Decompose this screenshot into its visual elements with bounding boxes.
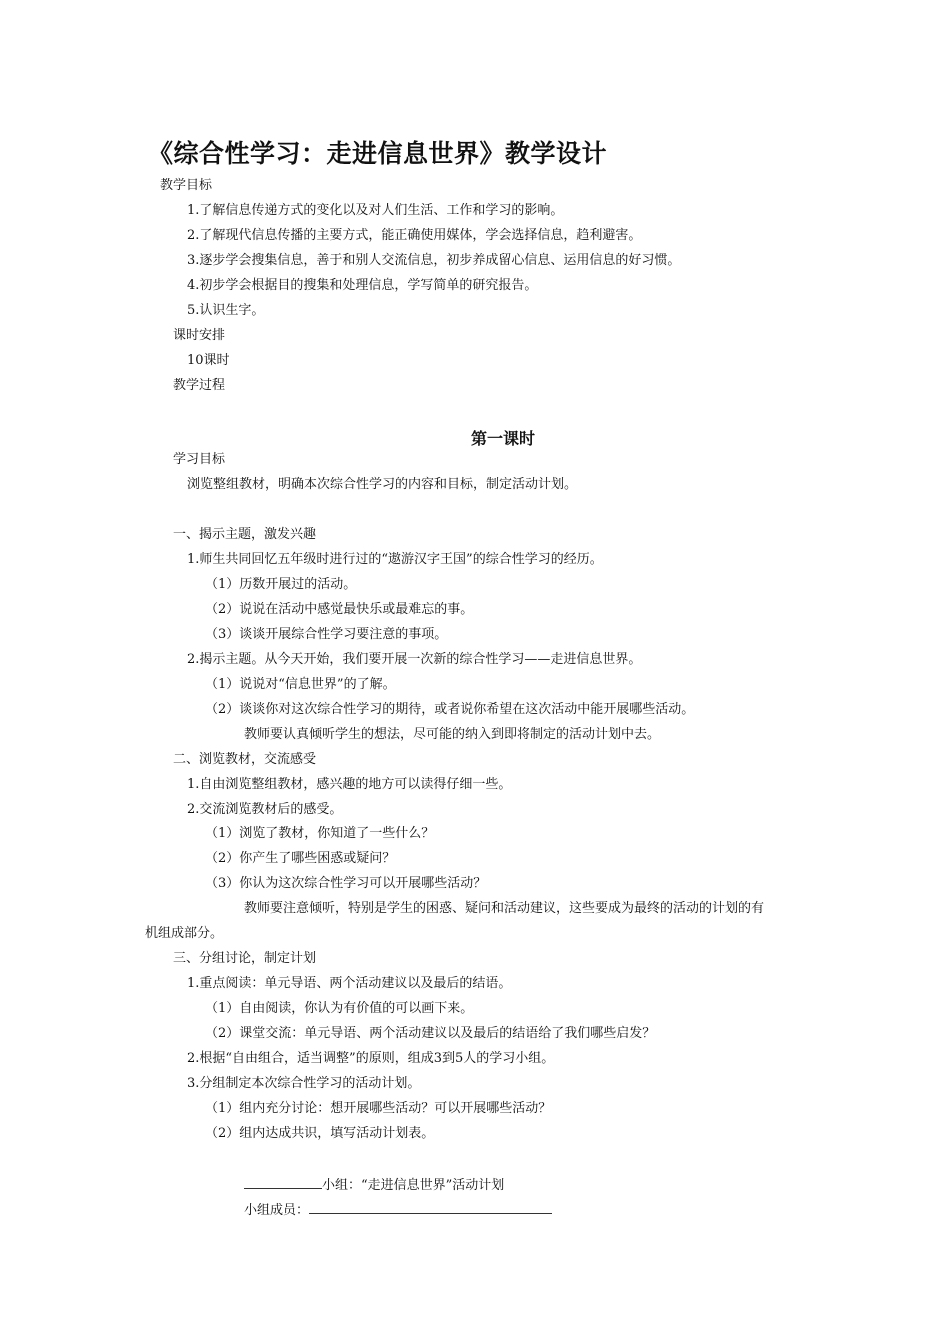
objectives-heading: 教学目标 <box>160 178 213 193</box>
schedule-value: 10课时 <box>187 353 230 368</box>
sub-item: （2）组内达成共识，填写活动计划表。 <box>205 1126 435 1141</box>
sub-item: （2）谈谈你对这次综合性学习的期待，或者说你希望在这次活动中能开展哪些活动。 <box>205 702 695 717</box>
objective-item: 1.了解信息传递方式的变化以及对人们生活、工作和学习的影响。 <box>187 203 564 218</box>
objective-item: 4.初步学会根据目的搜集和处理信息，学写简单的研究报告。 <box>187 278 538 293</box>
teacher-note-continued: 机组成部分。 <box>145 926 224 941</box>
sub-item: （1）组内充分讨论：想开展哪些活动？可以开展哪些活动？ <box>205 1101 552 1116</box>
plan-form-title <box>244 1174 504 1195</box>
objective-item: 5.认识生字。 <box>187 303 265 318</box>
lesson-title: 第一课时 <box>470 429 535 448</box>
list-item: 2.交流浏览教材后的感受。 <box>187 802 343 817</box>
sub-item: （3）谈谈开展综合性学习要注意的事项。 <box>205 627 448 642</box>
section-heading: 三、分组讨论，制定计划 <box>173 951 317 966</box>
list-item: 1.师生共同回忆五年级时进行过的“遨游汉字王国”的综合性学习的经历。 <box>187 552 603 567</box>
schedule-heading: 课时安排 <box>173 328 226 343</box>
sub-item: （1）浏览了教材，你知道了一些什么？ <box>205 826 435 841</box>
sub-item: （2）课堂交流：单元导语、两个活动建议以及最后的结语给了我们哪些启发？ <box>205 1026 656 1041</box>
sub-item: （2）你产生了哪些困惑或疑问？ <box>205 851 396 866</box>
section-heading: 二、浏览教材，交流感受 <box>173 752 317 767</box>
process-heading: 教学过程 <box>173 378 226 393</box>
teacher-note: 教师要注意倾听，特别是学生的困惑、疑问和活动建议，这些要成为最终的活动的计划的有 <box>244 901 765 916</box>
sub-item: （1）历数开展过的活动。 <box>205 577 357 592</box>
group-members-line <box>244 1199 552 1220</box>
learning-goal-heading: 学习目标 <box>173 452 226 467</box>
list-item: 1.重点阅读：单元导语、两个活动建议以及最后的结语。 <box>187 976 512 991</box>
section-heading: 一、揭示主题，激发兴趣 <box>173 527 317 542</box>
teacher-note: 教师要认真倾听学生的想法，尽可能的纳入到即将制定的活动计划中去。 <box>244 727 661 742</box>
group-members-label: 小组成员： <box>244 1203 310 1218</box>
list-item: 2.根据“自由组合，适当调整”的原则，组成3到5人的学习小组。 <box>187 1051 555 1066</box>
learning-goal-text: 浏览整组教材，明确本次综合性学习的内容和目标，制定活动计划。 <box>187 477 578 492</box>
document-title: 《综合性学习：走进信息世界》教学设计 <box>148 139 608 168</box>
list-item: 3.分组制定本次综合性学习的活动计划。 <box>187 1076 421 1091</box>
group-members-blank <box>309 1199 552 1214</box>
objective-item: 3.逐步学会搜集信息，善于和别人交流信息，初步养成留心信息、运用信息的好习惯。 <box>187 253 681 268</box>
sub-item: （1）说说对“信息世界”的了解。 <box>205 677 396 692</box>
list-item: 1.自由浏览整组教材，感兴趣的地方可以读得仔细一些。 <box>187 777 512 792</box>
group-name-blank <box>244 1174 322 1189</box>
sub-item: （1）自由阅读，你认为有价值的可以画下来。 <box>205 1001 474 1016</box>
sub-item: （2）说说在活动中感觉最快乐或最难忘的事。 <box>205 602 474 617</box>
plan-form-title-text: 小组：“走进信息世界”活动计划 <box>322 1178 505 1193</box>
objective-item: 2.了解现代信息传播的主要方式，能正确使用媒体，学会选择信息，趋利避害。 <box>187 228 642 243</box>
list-item: 2.揭示主题。从今天开始，我们要开展一次新的综合性学习——走进信息世界。 <box>187 652 642 667</box>
sub-item: （3）你认为这次综合性学习可以开展哪些活动？ <box>205 876 487 891</box>
